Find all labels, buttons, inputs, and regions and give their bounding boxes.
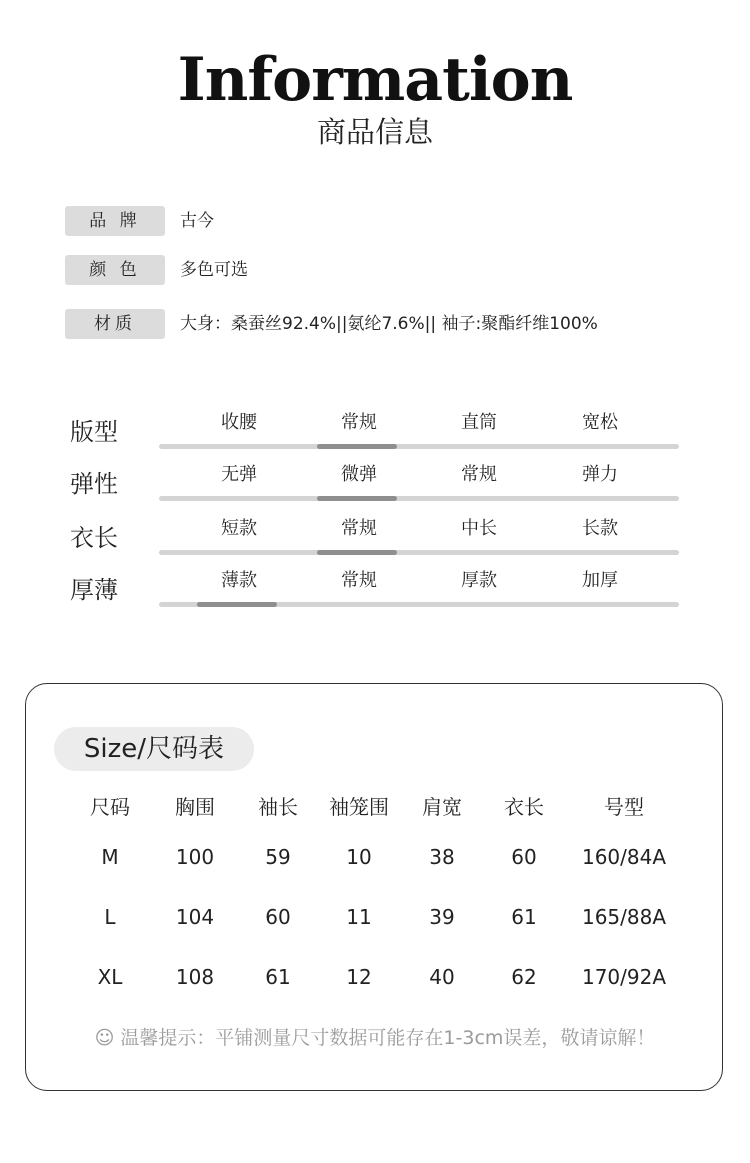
table-cell: 10 xyxy=(346,845,372,869)
table-header-cell: 号型 xyxy=(604,795,644,819)
scale-name: 版型 xyxy=(70,418,118,446)
table-cell: 60 xyxy=(511,845,537,869)
table-cell: 62 xyxy=(511,965,537,989)
table-header-cell: 肩宽 xyxy=(422,795,462,819)
scale-option: 薄款 xyxy=(221,570,257,591)
scale-name: 衣长 xyxy=(70,524,118,552)
table-header-cell: 胸围 xyxy=(175,795,215,819)
size-chart-title: Size/尺码表 xyxy=(54,727,254,771)
scale-selected-marker xyxy=(197,602,277,607)
table-cell: 104 xyxy=(175,905,215,929)
table-header-cell: 袖长 xyxy=(258,795,298,819)
size-chart-card xyxy=(25,683,723,1091)
table-header-cell: 尺码 xyxy=(90,795,130,819)
info-value: 大身：桑蚕丝92.4%||氨纶7.6%|| 袖子:聚酯纤维100% xyxy=(180,314,598,334)
scale-option: 厚款 xyxy=(461,570,497,591)
info-label: 颜 色 xyxy=(65,255,165,285)
table-cell: 60 xyxy=(265,905,291,929)
title-english: Information xyxy=(177,45,573,115)
scale-option: 长款 xyxy=(582,518,618,539)
table-cell: 61 xyxy=(511,905,537,929)
scale-option: 常规 xyxy=(341,412,377,433)
scale-option: 中长 xyxy=(461,518,497,539)
table-cell: L xyxy=(104,905,116,929)
table-cell: M xyxy=(101,845,119,869)
table-cell: 61 xyxy=(265,965,291,989)
table-header-cell: 衣长 xyxy=(504,795,544,819)
scale-track xyxy=(159,444,679,449)
scale-selected-marker xyxy=(317,496,397,501)
table-cell: 40 xyxy=(429,965,455,989)
scale-option: 宽松 xyxy=(582,412,618,433)
scale-option: 收腰 xyxy=(221,412,257,433)
scale-selected-marker xyxy=(317,550,397,555)
scale-row xyxy=(70,568,680,618)
info-label: 品 牌 xyxy=(65,206,165,236)
info-value: 多色可选 xyxy=(180,260,248,280)
table-cell: 39 xyxy=(429,905,455,929)
scale-row xyxy=(70,462,680,512)
size-note: ☺ 温馨提示：平铺测量尺寸数据可能存在1-3cm误差，敬请谅解！ xyxy=(94,1027,656,1049)
table-cell: 100 xyxy=(175,845,215,869)
scale-track xyxy=(159,496,679,501)
table-cell: XL xyxy=(97,965,123,989)
scale-option: 微弹 xyxy=(341,464,377,485)
table-cell: 170/92A xyxy=(581,965,667,989)
table-cell: 38 xyxy=(429,845,455,869)
scale-option: 常规 xyxy=(461,464,497,485)
scale-option: 常规 xyxy=(341,570,377,591)
scale-name: 厚薄 xyxy=(70,576,118,604)
table-header-cell: 袖笼围 xyxy=(329,795,389,819)
table-cell: 11 xyxy=(346,905,372,929)
info-label: 材质 xyxy=(65,309,165,339)
table-cell: 165/88A xyxy=(581,905,667,929)
title-chinese: 商品信息 xyxy=(316,115,433,149)
scale-option: 弹力 xyxy=(582,464,618,485)
scale-name: 弹性 xyxy=(70,470,118,498)
scale-option: 短款 xyxy=(221,518,257,539)
table-cell: 12 xyxy=(346,965,372,989)
scale-option: 常规 xyxy=(341,518,377,539)
table-cell: 160/84A xyxy=(581,845,667,869)
scale-row xyxy=(70,410,680,460)
table-cell: 108 xyxy=(175,965,215,989)
scale-option: 无弹 xyxy=(221,464,257,485)
info-value: 古今 xyxy=(180,211,214,231)
scale-option: 加厚 xyxy=(582,570,618,591)
scale-row xyxy=(70,516,680,566)
scale-option: 直筒 xyxy=(461,412,497,433)
scale-selected-marker xyxy=(317,444,397,449)
scale-track xyxy=(159,550,679,555)
table-cell: 59 xyxy=(265,845,291,869)
